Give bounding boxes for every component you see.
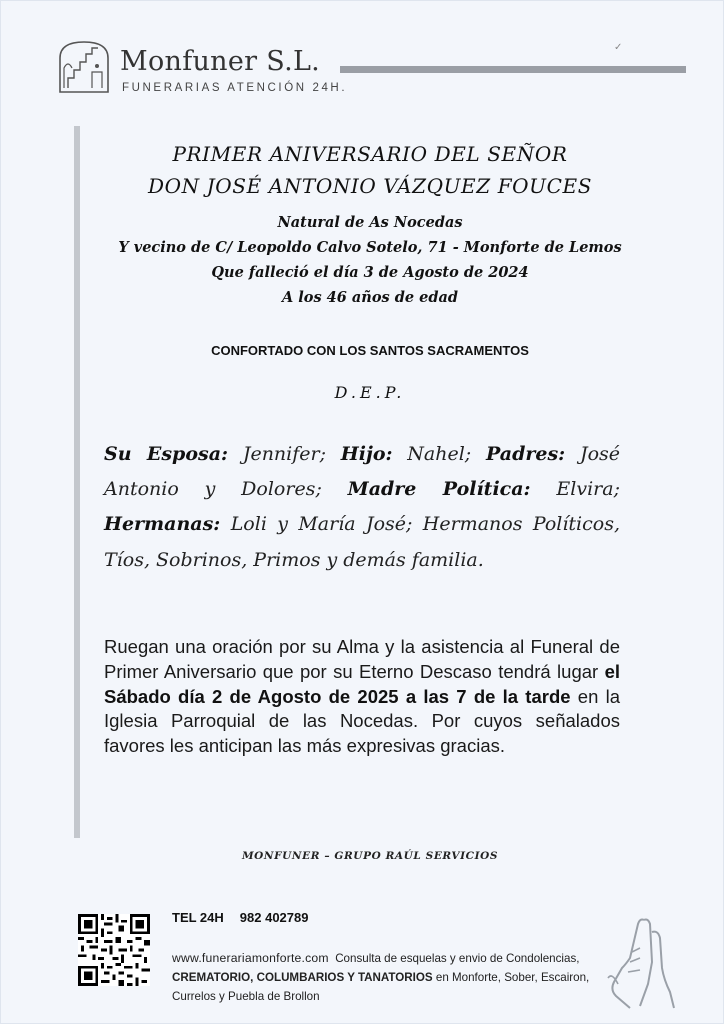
- services-intro: Consulta de esquelas y envio de Condolencias,: [335, 952, 580, 965]
- hijo-value: Nahel;: [407, 443, 472, 465]
- notice-title-line2: DON JOSÉ ANTONIO VÁZQUEZ FOUCES: [147, 174, 593, 198]
- brand-name: Monfuner S.L.: [120, 46, 321, 77]
- funeral-date: el Sábado día 2 de Agosto de 2025 a las 7 de la tarde: [104, 660, 620, 707]
- monfuner-logo-icon: [56, 38, 112, 96]
- phone-line: [172, 910, 308, 925]
- header-rule: [340, 66, 686, 73]
- esposa-value: Jennifer;: [242, 443, 326, 465]
- services-bold: CREMATORIO, COLUMBARIOS Y TANATORIOS: [172, 971, 433, 984]
- madre-politica-label: Madre Política:: [347, 478, 531, 501]
- scan-mark-icon: ✓: [614, 42, 623, 53]
- request-paragraph: [104, 635, 620, 759]
- qr-code-icon: [78, 914, 150, 986]
- phone-label: TEL 24H: [172, 910, 224, 925]
- praying-hands-icon: [600, 912, 680, 1012]
- services-locations: en Monforte, Sober, Escairon, Currelos y Puebla de Brollon: [172, 971, 590, 1003]
- padres-label: Padres:: [486, 443, 566, 465]
- notice-age: A los 46 años de edad: [281, 289, 459, 306]
- phone-number[interactable]: 982 402789: [239, 910, 309, 925]
- brand-tagline: FUNERARIAS ATENCIÓN 24H.: [122, 82, 348, 94]
- family-paragraph: [104, 437, 620, 578]
- website-link[interactable]: www.funerariamonforte.com: [172, 951, 329, 965]
- dep-line: D.E.P.: [334, 383, 406, 402]
- notice-death-date: Que falleció el día 3 de Agosto de 2024: [211, 264, 529, 281]
- notice-origin: Natural de As Nocedas: [277, 214, 463, 231]
- hijo-label: Hijo:: [340, 443, 393, 465]
- request-text-before: Ruegan una oración por su Alma y la asistencia al Funeral de Primer Aniversario que por su Eterno Descaso tendrá lugar: [104, 636, 620, 682]
- request-text-after: en la Iglesia Parroquial de las Nocedas. Por cuyos señalados favores les anticipan las más expresivas gracias.: [104, 685, 620, 757]
- padres-value: José Antonio y Dolores;: [104, 443, 621, 501]
- sacraments-line: CONFORTADO CON LOS SANTOS SACRAMENTOS: [211, 343, 529, 358]
- side-rule: [74, 126, 80, 838]
- esposa-label: Su Esposa:: [104, 443, 229, 465]
- notice-title-line1: PRIMER ANIVERSARIO DEL SEÑOR: [172, 142, 568, 166]
- footer-text: [172, 949, 592, 1006]
- hermanas-value: Loli y María José; Hermanos Políticos, Tíos, Sobrinos, Primos y demás familia.: [104, 513, 621, 571]
- madre-politica-value: Elvira;: [556, 478, 620, 501]
- hermanas-label: Hermanas:: [104, 513, 221, 536]
- signature-line: MONFUNER – GRUPO RAÚL SERVICIOS: [241, 850, 499, 862]
- notice-address: Y vecino de C/ Leopoldo Calvo Sotelo, 71 - Monforte de Lemos: [118, 239, 622, 256]
